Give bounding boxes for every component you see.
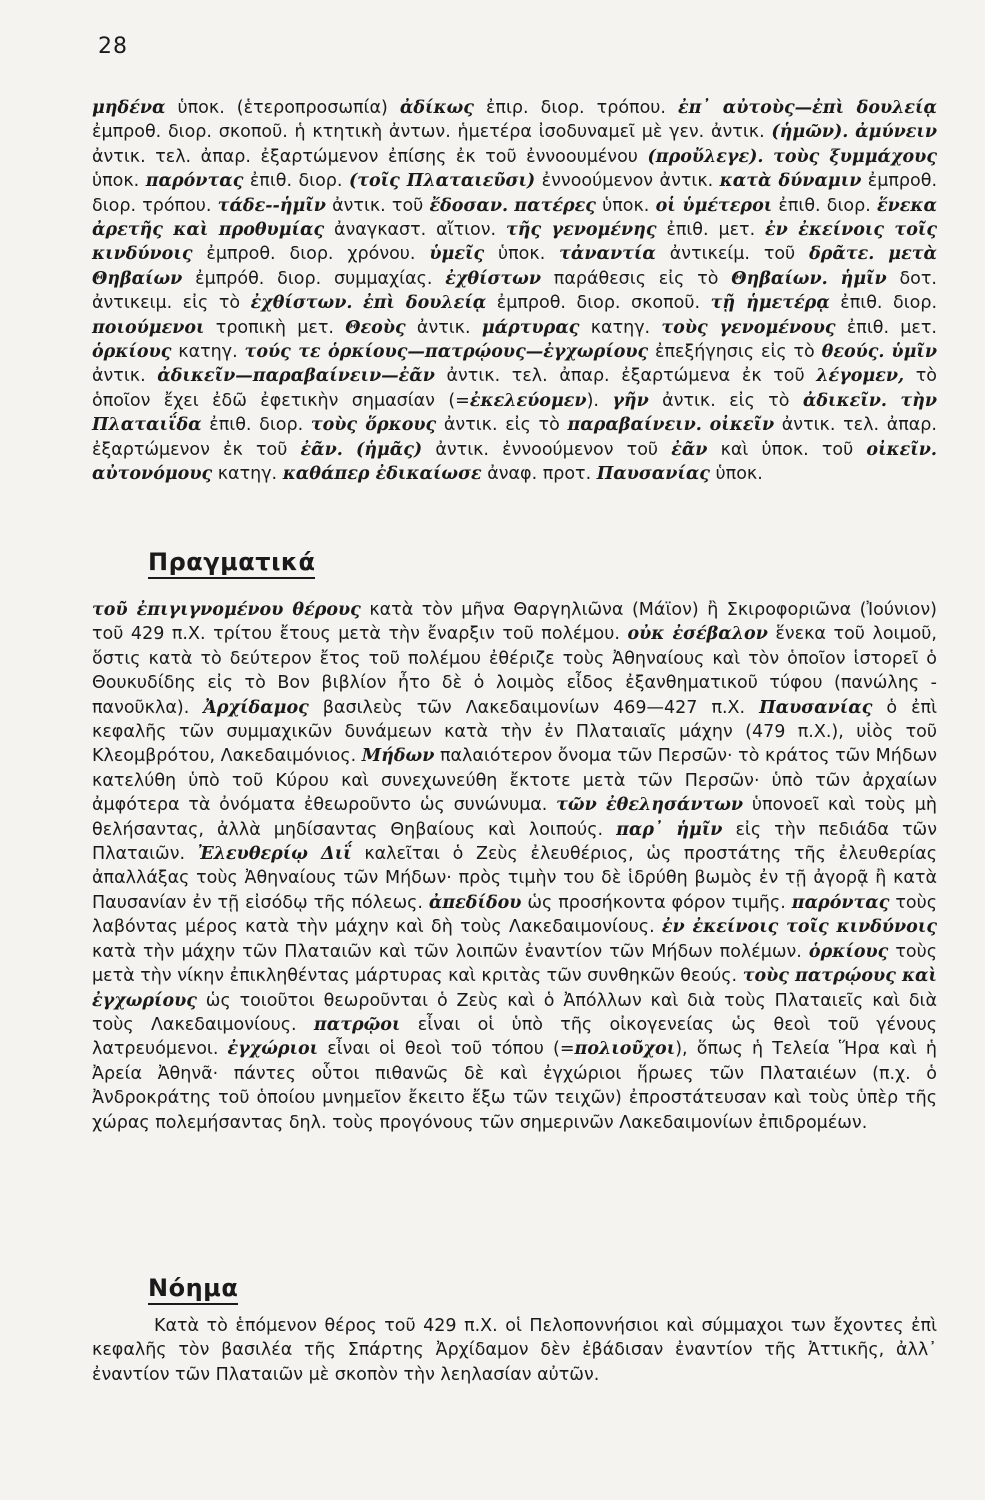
gloss-text: ἐπιθ. διορ. [201,415,311,436]
gloss-text: ἀντικ. τελ. ἀπαρ. ἐξαρτώμενα ἐκ τοῦ [434,366,817,387]
glossed-term: ἐχθίστων [445,268,541,289]
glossed-term: ἐν ἐκείνοις τοῖς κινδύνοις [661,917,937,938]
gloss-text: ἐμπρόθ. διορ. συμμαχίας. [182,268,446,289]
gloss-text: ἐμπροθ. διορ. σκοποῦ. ἡ κτητικὴ ἀντων. ἡμετέρα ἰσοδυναμεῖ μὲ γεν. ἀντικ. [92,122,772,143]
gloss-text: ἀντικ. εἰς τὸ [648,390,803,411]
glossed-term: Θεοὺς [345,317,406,338]
gloss-text: Κατὰ τὸ ἑπόμενον θέρος τοῦ 429 π.Χ. οἱ Πελοποννήσιοι καὶ σύμμαχοι των ἔχοντες ἐπὶ κεφαλῆς τὸν βασιλέα τῆς Σπάρτης Ἀρχίδαμον δὲν ἐβάδισαν ἐναντίον τῆς Ἀττικῆς, ἀλλ᾽ ἐναντίον τῶν Πλαταιῶν μὲ σκοπὸν τὴν λεηλασίαν αὐτῶν. [92,1316,937,1385]
gloss-text: ὑποκ. [595,195,656,216]
gloss-text: ἐπιθ. μετ. [835,317,937,338]
glossed-term: ὑμῖν [891,342,937,363]
gloss-text: ἐπιθ. διορ. [829,293,938,314]
gloss-text: ἐπεξήγησις εἰς τὸ [648,342,822,363]
glossed-term: ἐᾶν [671,439,708,460]
gloss-text: ἐπιθ. διορ. [243,171,349,192]
gloss-text [874,244,888,264]
glossed-term: πατέρες [514,195,596,216]
gloss-text: ), ὅπως ἡ Τελεία Ἥρα καὶ ἡ Ἀρεία Ἀθηνᾶ· πάντες οὗτοι πιθανῶς δὲ καὶ ἐγχώριοι ἥρωες τῶν Πλαταιέων (π.χ. ὁ Ἀνδροκράτης τοῦ ὁποίου μνημεῖον ἔκειτο ἔξω τῶν τειχῶν) ἐπροστάτευσαν καὶ τοὺς ὑπὲρ τῆς χώρας πολεμήσαντας δηλ. τοὺς προγόνους τῶν σημερινῶν Λακεδαιμονίων ἐπιδρομέων. [92,1039,938,1133]
glossed-term: ἕνεκα ἀρετῆς καὶ προθυμίας [92,195,938,241]
gloss-text [702,415,710,435]
gloss-text: καλεῖται ὁ Ζεὺς ἐλευθέριος, ὡς προστάτης τῆς ἐλευθερίας ἀπαλλάξας τοὺς Ἀθηναίους τῶν Μήδων· πρὸς τιμὴν του δὲ ἱδρύθη βωμὸς ἐν τῇ ἀγορᾷ ἢ κατὰ Παυσανίαν ἐν τῇ εἰσόδῳ τῆς πόλεως. [92,844,937,913]
glossed-term: Μήδων [361,746,435,767]
glossed-term: (προὔλεγε). [647,146,764,167]
glossed-term: παρ᾽ ἡμῖν [616,819,723,840]
gloss-text [343,440,356,460]
gloss-text: παλαιότερον ὄνομα τῶν Περσῶν· τὸ κράτος τῶν Μήδων κατελύθη ὑπὸ τοῦ Κύρου καὶ συνεχωνεύθη ἔκτοτε μετὰ τῶν Περσῶν· ὑπὸ τῶν ἀρχαίων ἀμφότερα τὰ ὀνόματα ἐθεωροῦντο ὡς συνώνυμα. [92,746,937,816]
glossed-term: ἐν ἐκείνοις τοῖς κινδύνοις [92,220,938,265]
gloss-text: τὸ ὁποῖον ἔχει ἐδῶ ἐφετικὴν σημασίαν (= [92,366,937,411]
section-heading-realia: Πραγματικά [148,548,315,579]
glossed-term: ἀπεδίδου [428,892,522,913]
glossed-term: Ἐλευθερίῳ Διΐ [197,844,352,865]
glossed-term: ἐπὶ δουλείᾳ [362,293,487,314]
gloss-text: ὑποκ. (ἑτεροπροσωπία) [165,98,400,118]
gloss-text: ἀναγκαστ. αἴτιον. [324,220,506,241]
glossed-term: ἀμύνειν [855,122,937,143]
gloss-text: ὑποκ. [484,244,560,265]
glossed-term: παραβαίνειν. [567,415,702,436]
glossed-term: παρόντας [145,171,244,192]
glossed-term: (τοῖς Πλαταιεῦσι) [348,171,536,192]
glossed-term: οἱ ὑμέτεροι [655,195,773,216]
glossed-term: (ἡμᾶς) [355,439,423,460]
glossed-term: τοὺς γενομένους [661,317,836,338]
glossed-term: τῇ ἡμετέρᾳ [710,293,830,314]
gloss-text: ἀναφ. προτ. [481,464,597,485]
glossed-term: τῶν ἐθελησάντων [556,795,744,816]
glossed-term: τἀναντία [559,244,656,265]
glossed-term: οἰκεῖν. [866,439,937,460]
glossed-term: τάδε--ἡμῖν [217,195,326,216]
gloss-text: ὑπονοεῖ καὶ τοὺς μὴ θελήσαντας, ἀλλὰ μηδίσαντας Θηβαίους καὶ λοιπούς. [92,795,937,840]
gloss-text: ἀντικ. ἐννοούμενον τοῦ [422,439,672,460]
glossed-term: αὐτονόμους [92,464,213,485]
gloss-text: ὑποκ. [92,171,146,192]
glossed-term: οὐκ ἐσέβαλον [627,624,768,645]
glossed-term: δρᾶτε. [809,244,875,265]
gloss-text: παράθεσις εἰς τὸ [541,268,732,289]
realia-text [92,598,937,1135]
gloss-text: ὡς προσήκοντα φόρον τιμῆς. [521,892,792,913]
gloss-text: ἐμπροθ. διορ. σκοποῦ. [486,293,711,314]
gloss-text: καὶ ὑποκ. τοῦ [707,439,867,460]
glossed-term: Θηβαίων. [731,268,828,289]
gloss-text: ἀντικ. τελ. ἀπαρ. ἐξαρτώμενον ἐκ τοῦ [92,415,937,460]
gloss-text: ἐμπροθ. διορ. τρόπου. [92,171,938,216]
gloss-text: ἀντικ. τοῦ [325,195,430,216]
glossed-term: Ἀρχίδαμος [203,697,309,718]
gloss-text: ἀντικείμ. τοῦ [655,244,810,265]
glossed-term: ἔδοσαν. [429,195,509,216]
glossed-term: ἡμῖν [840,268,887,289]
gloss-text: ἐπιρ. διορ. τρόπου. [473,98,679,118]
gloss-text: ἕνεκα τοῦ λοιμοῦ, ὅστις κατὰ τὸ δεύτερον ἔτος τοῦ πολέμου ἐθέριζε τοὺς Ἀθηναίους καὶ τὸν ὁποῖον ἱστορεῖ ὁ Θουκυδίδης εἰς τὸ Βον βιβλίον ἦτο δὲ ὁ λοιμὸς εἶδος ἐξανθηματικοῦ τύφου (πανώλης - πανοῦκλα). [92,624,937,718]
glossed-term: τῆς γενομένης [505,220,657,241]
glossed-term: οἰκεῖν [709,415,775,436]
glossed-term: (ἡμῶν). [771,122,849,143]
glossed-term: καθάπερ ἐδικαίωσε [282,464,482,485]
glossed-term: ὁρκίους [92,342,172,363]
gloss-text: εἰς τὴν πεδιάδα τῶν Πλαταιῶν. [92,819,937,865]
gloss-text: ἀντικ. τελ. ἀπαρ. ἐξαρτώμενον ἐπίσης ἐκ τοῦ ἐννοουμένου [92,146,648,167]
gloss-text [352,293,363,313]
glossed-term: τούς τε ὁρκίους—πατρῴους—ἐγχωρίους [244,342,649,363]
glossary-text [92,96,937,487]
glossary-paragraph [92,96,937,487]
gloss-text: κατὰ τὸν μῆνα Θαργηλιῶνα (Μάϊον) ἢ Σκιροφοριῶνα (Ἰούνιον) τοῦ 429 π.Χ. τρίτου ἔτους μετὰ τὴν ἔναρξιν τοῦ πολέμου. [92,600,937,645]
glossed-term: λέγομεν, [816,366,905,387]
glossed-term: τοὺς ὅρκους [310,415,437,436]
glossed-term: ὁρκίους [808,941,889,962]
glossed-term: μετὰ Θηβαίων [92,244,937,289]
gloss-text: κατηγ. [171,342,245,363]
glossed-term: τοὺς ξυμμάχους [773,146,937,167]
meaning-text [92,1314,937,1387]
gloss-text: εἶναι οἱ θεοὶ τοῦ τόπου (= [318,1039,575,1060]
gloss-text: ἐννοούμενον ἀντικ. [535,171,720,192]
gloss-text: κατηγ. [579,317,662,338]
gloss-text: τοὺς λαβόντας μέρος κατὰ τὴν μάχην καὶ δὴ τοὺς Λακεδαιμονίους. [92,892,937,938]
gloss-text: ἀντικ. [92,366,158,387]
glossed-term: κατὰ δύναμιν [719,171,862,192]
glossed-term: Παυσανίας [596,464,710,485]
gloss-text [887,391,900,411]
glossed-term: παρόντας [791,892,890,913]
gloss-text: ἀντικ. εἰς τὸ [436,415,568,436]
gloss-text: ἐμπροθ. διορ. χρόνου. [192,244,430,265]
glossed-term: γῆν [612,390,649,411]
glossed-term: μάρτυρας [481,317,580,338]
glossed-term: πολιοῦχοι [574,1039,676,1060]
page-number: 28 [98,34,128,59]
realia-paragraph [92,598,937,1135]
gloss-text: δοτ. ἀντικειμ. εἰς τὸ [92,268,937,314]
gloss-text: κατηγ. [212,464,283,485]
gloss-text: ὡς τοιοῦτοι θεωροῦνται ὁ Ζεὺς καὶ ὁ Ἀπόλλων καὶ διὰ τοὺς Πλαταιεῖς καὶ διὰ τοὺς Λακεδαιμονίους. [92,990,937,1035]
gloss-text [764,147,774,167]
meaning-paragraph [92,1314,937,1387]
glossed-term: ἀδικεῖν—παραβαίνειν—ἐᾶν [157,366,435,387]
gloss-text: βασιλεὺς τῶν Λακεδαιμονίων 469—427 π.Χ. [308,697,760,718]
glossed-term: πατρῷοι [313,1014,401,1035]
gloss-text: ἀντικ. [405,317,482,338]
gloss-text: τροπικὴ μετ. [204,317,346,338]
glossed-term: τὴν Πλαταιΐδα [92,390,937,436]
glossed-term: ἐχθίστων. [250,293,353,314]
glossed-term: τοὺς πατρῴους καὶ ἐγχωρίους [92,966,937,1011]
glossed-term: ἐπ᾽ αὐτοὺς—ἐπὶ δουλείᾳ [678,98,937,118]
glossed-term: ἐγχώριοι [227,1039,319,1060]
gloss-text: ἐπιθ. διορ. [772,195,877,216]
glossed-term: μηδένα [92,98,166,118]
glossed-term: ἀδίκως [399,98,474,118]
gloss-text: κατὰ τὴν μάχην τῶν Πλαταιῶν καὶ τῶν λοιπῶν ἐναντίον τῶν Μήδων πολέμων. [92,941,809,962]
glossed-term: ποιούμενοι [92,317,205,338]
section-heading-meaning: Νόημα [148,1274,238,1305]
gloss-text: ὁ ἐπὶ κεφαλῆς τῶν συμμαχικῶν δυνάμεων κατὰ τὴν ἐν Πλαταιαῖς μάχην (479 π.Χ.), υἱὸς τοῦ Κλεομβρότου, Λακεδαιμόνιος. [92,697,938,767]
glossed-term: ἀδικεῖν. [802,390,887,411]
gloss-text [828,269,841,289]
gloss-text: τοὺς μετὰ τὴν νίκην ἐπικληθέντας μάρτυρας καὶ κριτὰς τῶν συνθηκῶν θεούς. [92,941,938,987]
gloss-text: ). [586,390,613,411]
glossed-term: ὑμεῖς [429,244,485,265]
glossed-term: τοῦ ἐπιγιγνομένου θέρους [92,600,361,620]
gloss-text: εἶναι οἱ ὑπὸ τῆς οἰκογενείας ὡς θεοὶ τοῦ γένους λατρευόμενοι. [92,1014,937,1060]
glossed-term: θεούς. [821,342,885,363]
glossed-term: ἐᾶν. [300,439,343,460]
gloss-text: ἐπιθ. μετ. [656,220,766,241]
gloss-text: ὑποκ. [709,464,763,485]
glossed-term: Παυσανίας [759,697,873,718]
glossed-term: ἐκελεύομεν [469,390,587,411]
